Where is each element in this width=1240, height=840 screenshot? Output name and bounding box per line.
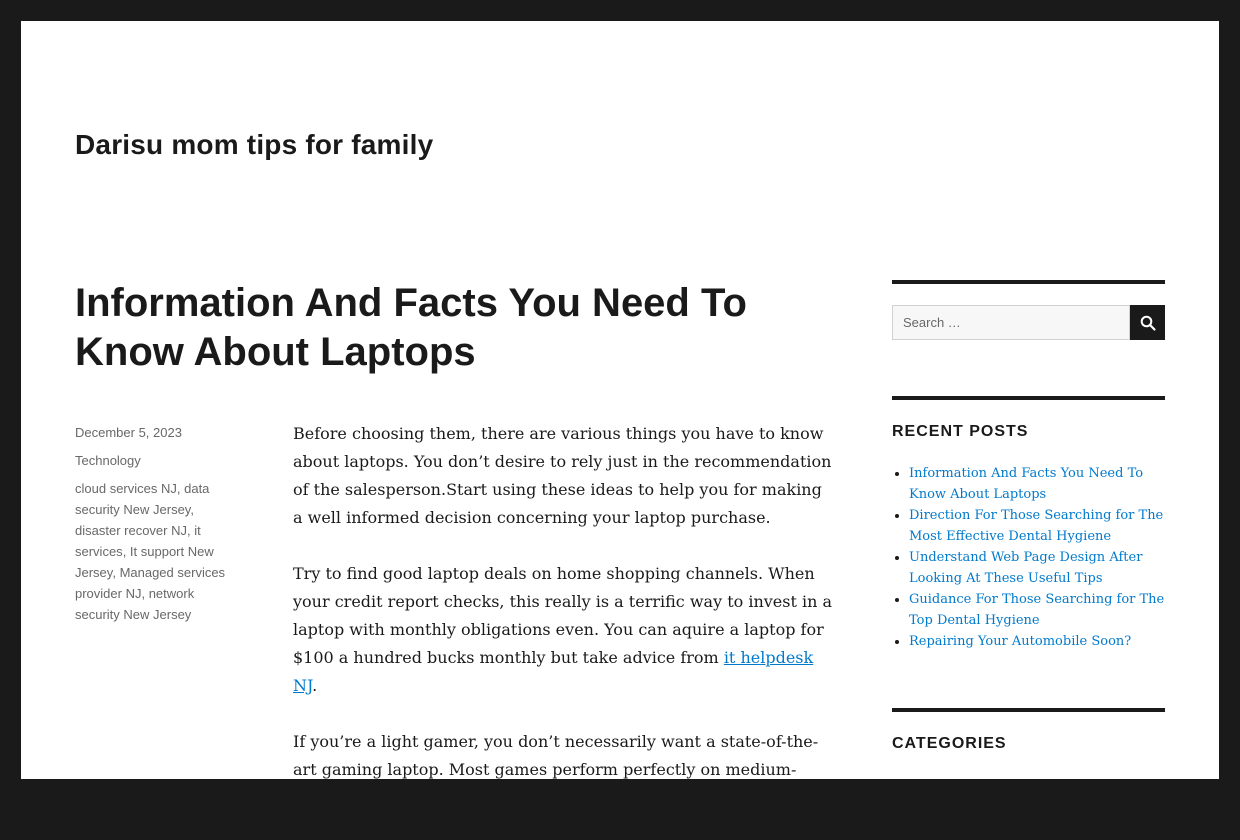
search-button[interactable] (1130, 305, 1165, 340)
tag-link[interactable]: network security New Jersey (75, 586, 195, 622)
recent-post-link[interactable]: Understand Web Page Design After Looking At These Useful Tips (909, 550, 1143, 586)
widget-divider (892, 708, 1165, 712)
search-input[interactable] (892, 305, 1130, 340)
tag-link[interactable]: Managed services provider NJ (75, 565, 226, 601)
post-paragraph (293, 560, 833, 700)
recent-posts-list (892, 463, 1165, 652)
categories-title: CATEGORIES (892, 735, 1007, 752)
widget-divider (892, 280, 1165, 284)
post-category-link[interactable]: Technology (75, 453, 141, 468)
recent-post-link[interactable]: Guidance For Those Searching for The Top Dental Hygiene (909, 592, 1165, 628)
recent-posts-title: RECENT POSTS (892, 423, 1029, 440)
page-container (21, 21, 1219, 807)
sidebar (892, 280, 1165, 753)
list-item (909, 463, 1165, 505)
site-title[interactable]: Darisu mom tips for family (75, 129, 434, 160)
recent-post-link[interactable]: Direction For Those Searching for The Most Effective Dental Hygiene (909, 508, 1164, 544)
post-meta (75, 422, 235, 632)
search-form (892, 305, 1165, 340)
search-icon (1140, 315, 1156, 331)
tag-link[interactable]: It support New Jersey (75, 544, 214, 580)
post-date-link[interactable]: December 5, 2023 (75, 425, 182, 440)
paragraph-end: . (312, 676, 318, 695)
search-widget (892, 280, 1165, 340)
recent-post-link[interactable]: Information And Facts You Need To Know About Laptops (909, 466, 1144, 502)
tag-link[interactable]: it services (75, 523, 201, 559)
recent-posts-widget (892, 396, 1165, 652)
tag-link[interactable]: cloud services NJ (75, 481, 177, 496)
recent-post-link[interactable]: Repairing Your Automobile Soon? (909, 634, 1132, 649)
post-paragraph: If you’re a light gamer, you don’t necessarily want a state-of-the-art gaming laptop. Most games perform perfectly on medium-level laptops. You simply need a gaming laptop has. (293, 732, 819, 807)
tag-link[interactable]: disaster recover NJ (75, 523, 187, 538)
widget-divider (892, 396, 1165, 400)
paragraph-text: Try to find good laptop deals on home shopping channels. When your credit report checks, this really is a terrific way to invest in a laptop with monthly obligations even. You can aquire a laptop for $100 a hundred bucks monthly but take advice from (293, 564, 833, 667)
post-paragraph: Before choosing them, there are various things you have to know about laptops. You don’t desire to rely just in the recommendation of the salesperson.Start using these ideas to help you for making a well informed decision concerning your laptop purchase. (293, 424, 832, 527)
post-content (293, 420, 833, 840)
list-item (909, 505, 1165, 547)
categories-widget (892, 708, 1165, 753)
list-item (909, 589, 1165, 631)
helpdesk-link[interactable]: it helpdesk NJ (293, 648, 814, 695)
tag-link[interactable]: data security New Jersey (75, 481, 210, 517)
list-item (909, 631, 1165, 652)
post-tags: cloud services NJ, data security New Jersey, disaster recover NJ, it services, It support New Jersey, Managed services provider NJ, network security New Jersey (75, 481, 226, 622)
post-title: Information And Facts You Need To Know About Laptops (75, 281, 747, 374)
list-item (909, 547, 1165, 589)
